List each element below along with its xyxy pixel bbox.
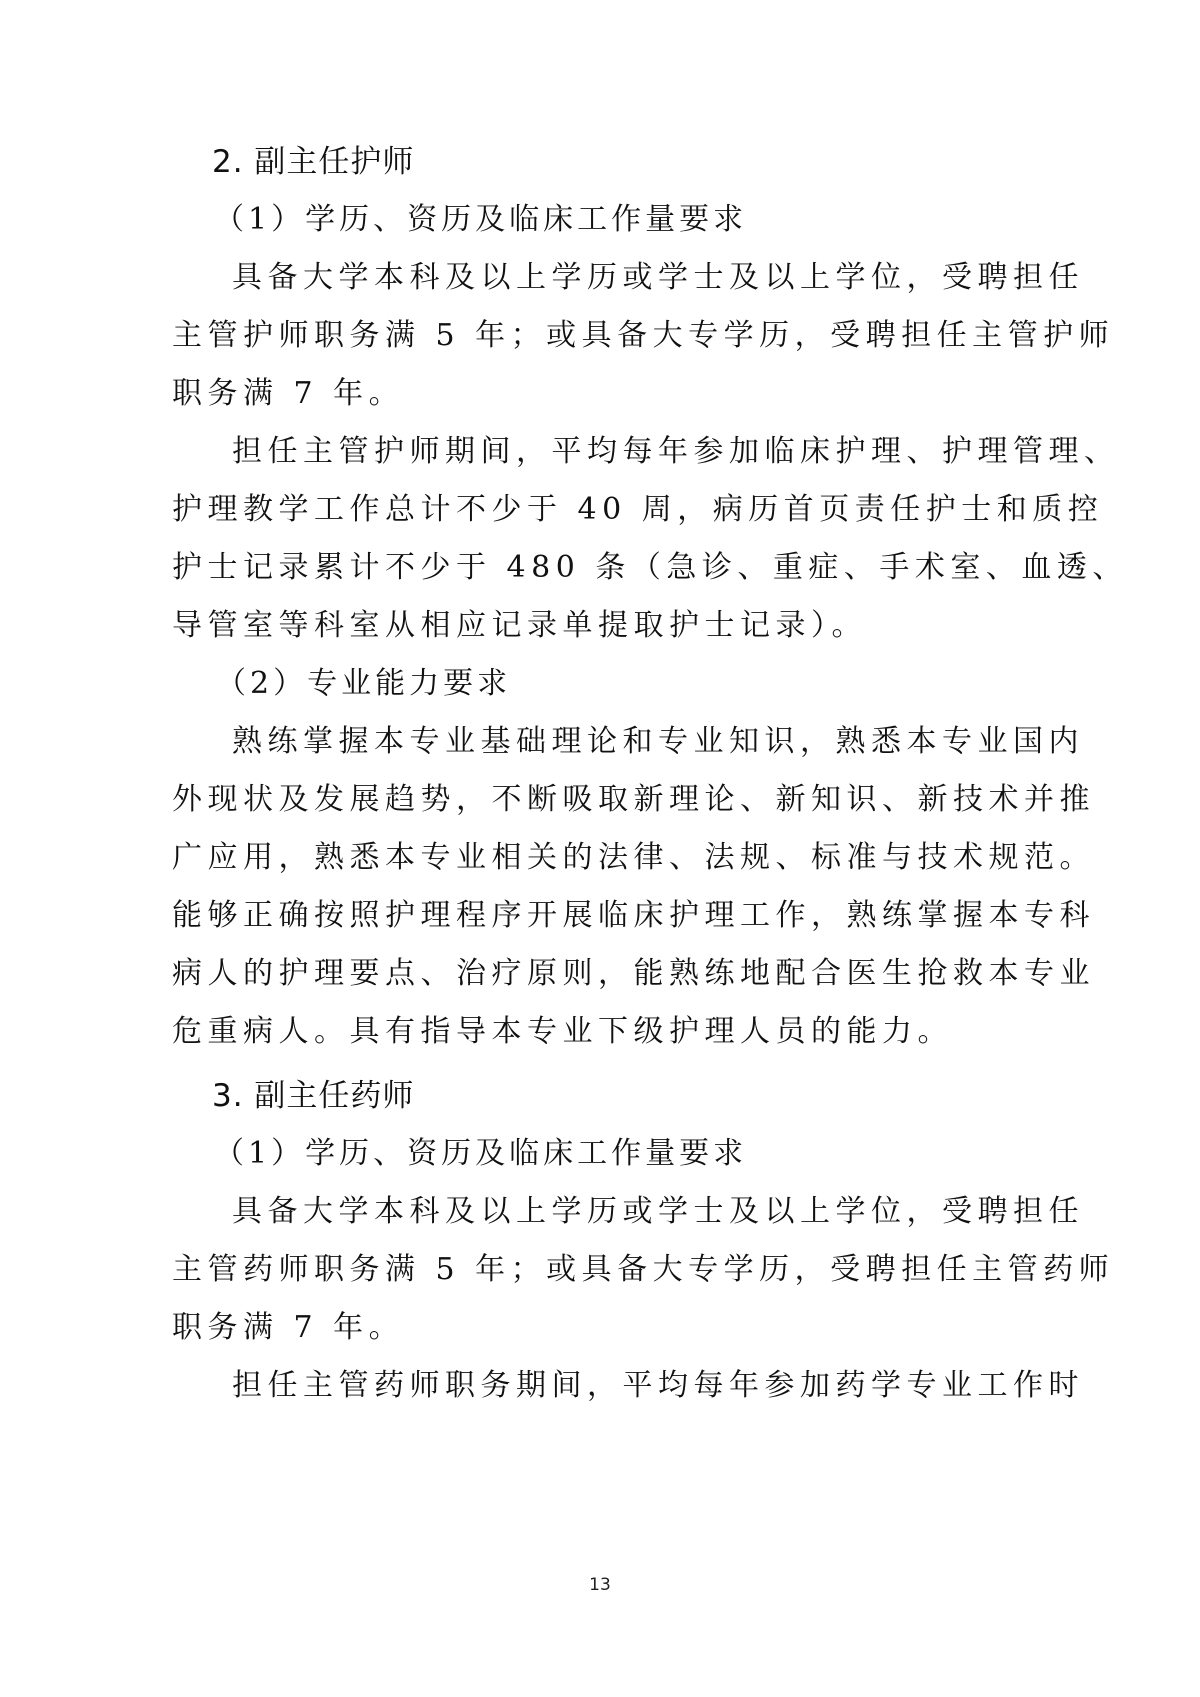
paragraph-line: 职务满 7 年。 — [172, 376, 405, 411]
paragraph-line: 职务满 7 年。 — [172, 1310, 405, 1345]
paragraph-line: 担任主管药师职务期间，平均每年参加药学专业工作时 — [232, 1368, 1084, 1403]
section-heading: 3. 副主任药师 — [212, 1078, 415, 1114]
paragraph-line: 护士记录累计不少于 480 条（急诊、重症、手术室、血透、 — [172, 550, 1128, 585]
paragraph-line: 熟练掌握本专业基础理论和专业知识，熟悉本专业国内 — [232, 724, 1084, 759]
paragraph-line: 具备大学本科及以上学历或学士及以上学位，受聘担任 — [232, 1194, 1084, 1229]
paragraph-line: 导管室等科室从相应记录单提取护士记录）。 — [172, 608, 867, 643]
subsection-heading: （1）学历、资历及临床工作量要求 — [214, 1136, 748, 1171]
subsection-heading: （2）专业能力要求 — [216, 666, 512, 701]
paragraph-line: 危重病人。具有指导本专业下级护理人员的能力。 — [172, 1014, 953, 1049]
paragraph-line: 主管药师职务满 5 年；或具备大专学历，受聘担任主管药师 — [172, 1252, 1115, 1287]
paragraph-line: 具备大学本科及以上学历或学士及以上学位，受聘担任 — [232, 260, 1084, 295]
section-heading: 2. 副主任护师 — [212, 144, 415, 180]
paragraph-line: 担任主管护师期间，平均每年参加临床护理、护理管理、 — [232, 434, 1120, 469]
paragraph-line: 护理教学工作总计不少于 40 周，病历首页责任护士和质控 — [172, 492, 1104, 527]
paragraph-line: 广应用，熟悉本专业相关的法律、法规、标准与技术规范。 — [172, 840, 1095, 875]
subsection-heading: （1）学历、资历及临床工作量要求 — [214, 202, 748, 237]
paragraph-line: 能够正确按照护理程序开展临床护理工作，熟练掌握本专科 — [172, 898, 1095, 933]
paragraph-line: 病人的护理要点、治疗原则，能熟练地配合医生抢救本专业 — [172, 956, 1095, 991]
page-number: 13 — [589, 1575, 611, 1595]
paragraph-line: 主管护师职务满 5 年；或具备大专学历，受聘担任主管护师 — [172, 318, 1115, 353]
paragraph-line: 外现状及发展趋势，不断吸取新理论、新知识、新技术并推 — [172, 782, 1095, 817]
